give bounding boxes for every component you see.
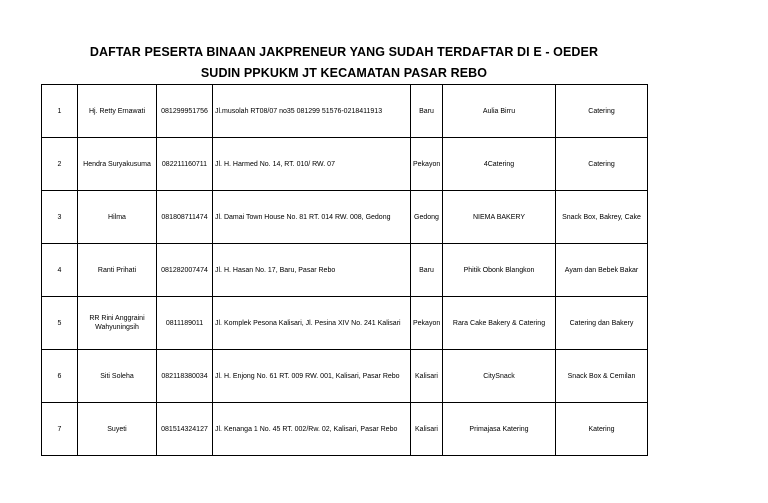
business-name-cell: Primajasa Katering: [443, 403, 556, 456]
participant-name-cell: RR Rini Anggraini Wahyuningsih: [78, 297, 157, 350]
address-cell: Jl. Damai Town House No. 81 RT. 014 RW. 008, Gedong: [213, 191, 411, 244]
business-name-cell: Aulia Birru: [443, 85, 556, 138]
address-cell: Jl. Komplek Pesona Kalisari, Jl. Pesina XIV No. 241 Kalisari: [213, 297, 411, 350]
address-cell: Jl. Kenanga 1 No. 45 RT. 002/Rw. 02, Kalisari, Pasar Rebo: [213, 403, 411, 456]
document-title-line-1: DAFTAR PESERTA BINAAN JAKPRENEUR YANG SUDAH TERDAFTAR DI E - OEDER: [89, 45, 599, 59]
phone-number-cell: 081299951756: [157, 85, 213, 138]
document-title-line-2: SUDIN PPKUKM JT KECAMATAN PASAR REBO: [200, 66, 488, 80]
phone-number-cell: 081514324127: [157, 403, 213, 456]
business-name-cell: Phitik Obonk Blangkon: [443, 244, 556, 297]
table-row: [42, 350, 648, 403]
business-category-cell: Katering: [556, 403, 648, 456]
table-row: [42, 244, 648, 297]
participant-name-cell: Siti Soleha: [78, 350, 157, 403]
participant-name-cell: Suyeti: [78, 403, 157, 456]
business-category-cell: Ayam dan Bebek Bakar: [556, 244, 648, 297]
participant-name-cell: Hilma: [78, 191, 157, 244]
business-category-cell: Catering: [556, 85, 648, 138]
table-row: [42, 297, 648, 350]
address-cell: Jl. H. Hasan No. 17, Baru, Pasar Rebo: [213, 244, 411, 297]
business-category-cell: Snack Box & Cemilan: [556, 350, 648, 403]
table-row: [42, 403, 648, 456]
area-cell: Baru: [411, 85, 443, 138]
address-cell: Jl.musolah RT08/07 no35 081299 51576-0218411913: [213, 85, 411, 138]
row-number-cell: 5: [42, 297, 78, 350]
phone-number-cell: 082118380034: [157, 350, 213, 403]
business-category-cell: Catering: [556, 138, 648, 191]
address-cell: Jl. H. Enjong No. 61 RT. 009 RW. 001, Kalisari, Pasar Rebo: [213, 350, 411, 403]
area-cell: Pekayon: [411, 138, 443, 191]
participants-table: [41, 84, 648, 456]
row-number-cell: 4: [42, 244, 78, 297]
phone-number-cell: 0811189011: [157, 297, 213, 350]
participant-name-cell: Hendra Suryakusuma: [78, 138, 157, 191]
phone-number-cell: 082211160711: [157, 138, 213, 191]
row-number-cell: 2: [42, 138, 78, 191]
row-number-cell: 3: [42, 191, 78, 244]
area-cell: Pekayon: [411, 297, 443, 350]
area-cell: Kalisari: [411, 350, 443, 403]
phone-number-cell: 081282007474: [157, 244, 213, 297]
table-row: [42, 191, 648, 244]
business-category-cell: Catering dan Bakery: [556, 297, 648, 350]
participant-name-cell: Ranti Prihati: [78, 244, 157, 297]
area-cell: Kalisari: [411, 403, 443, 456]
row-number-cell: 6: [42, 350, 78, 403]
business-name-cell: NIEMA BAKERY: [443, 191, 556, 244]
business-name-cell: Rara Cake Bakery & Catering: [443, 297, 556, 350]
row-number-cell: 1: [42, 85, 78, 138]
participant-name-cell: Hj. Retty Ernawati: [78, 85, 157, 138]
business-category-cell: Snack Box, Bakrey, Cake: [556, 191, 648, 244]
phone-number-cell: 081808711474: [157, 191, 213, 244]
table-row: [42, 85, 648, 138]
business-name-cell: CitySnack: [443, 350, 556, 403]
area-cell: Baru: [411, 244, 443, 297]
table-row: [42, 138, 648, 191]
business-name-cell: 4Catering: [443, 138, 556, 191]
row-number-cell: 7: [42, 403, 78, 456]
area-cell: Gedong: [411, 191, 443, 244]
address-cell: Jl. H. Harmed No. 14, RT. 010/ RW. 07: [213, 138, 411, 191]
